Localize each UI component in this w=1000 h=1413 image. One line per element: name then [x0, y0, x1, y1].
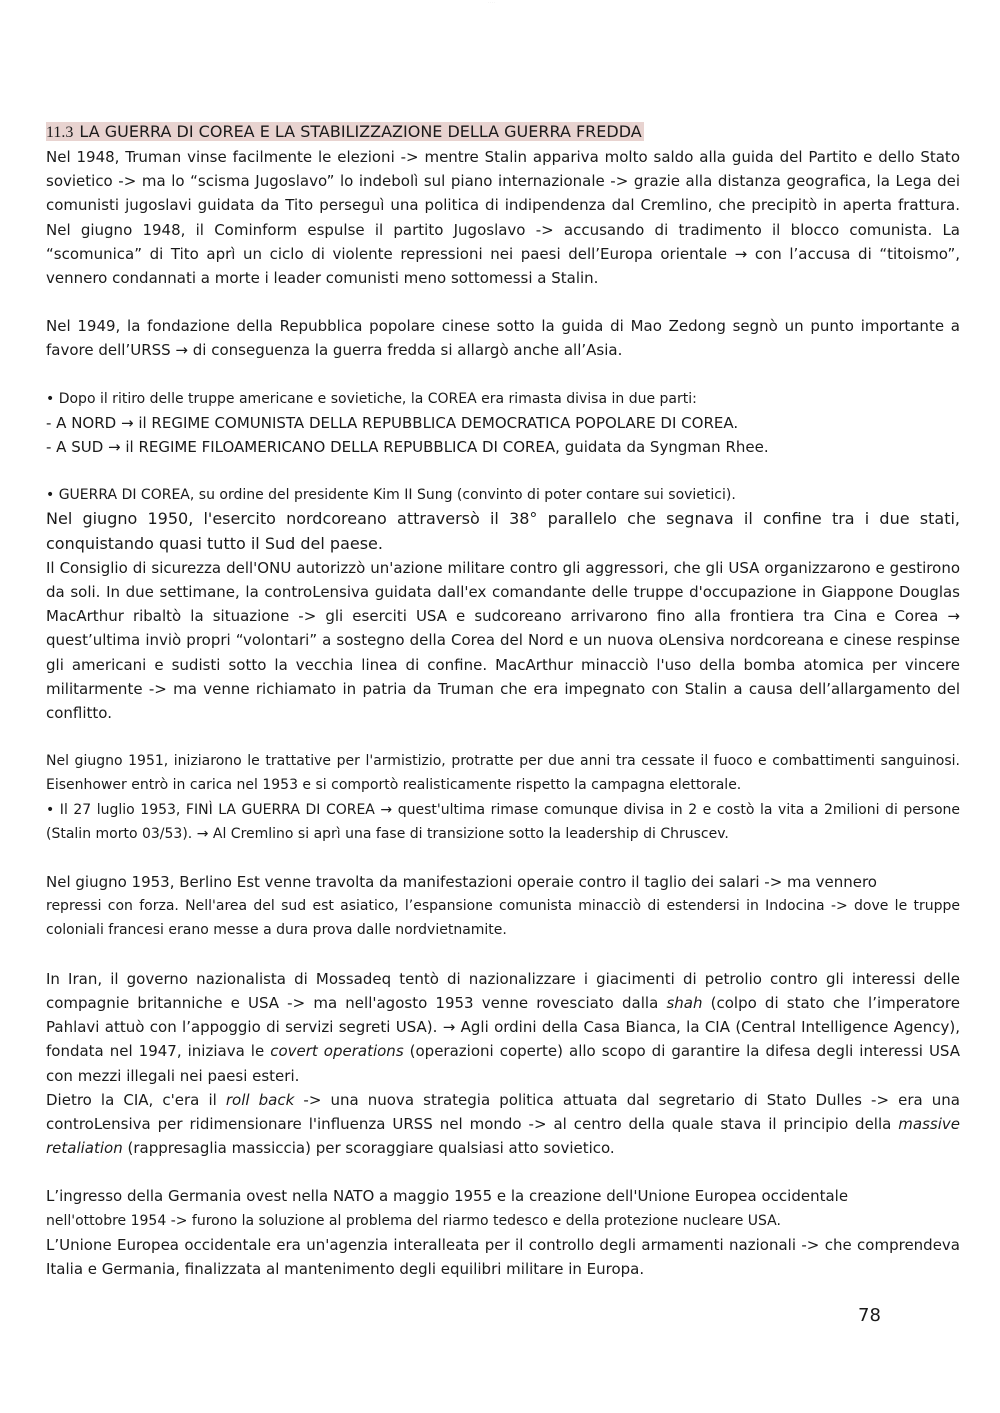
paragraph-war-end: • Il 27 luglio 1953, FINÌ LA GUERRA DI COREA → quest'ultima rimase comunque divisa in 2 e costò la vita a 2milioni di persone (Stalin morto 03/53). → Al Cremlino si aprì una fase di transizione sotto la leadership di Chruscev.: [46, 801, 960, 842]
paragraph-weu: L’Unione Europea occidentale era un'agenzia interalleata per il controllo degli armamenti nazionali -> che comprendeva Italia e Germania, finalizzata al mantenimento degli equilibri militare in Europa.: [46, 1235, 960, 1278]
paragraph-tito-schism: Nel 1948, Truman vinse facilmente le elezioni -> mentre Stalin appariva molto saldo alla guida del Partito e dello Stato sovietico -> ma lo “scisma Jugoslavo” lo indebolì sul piano internazionale -> grazie alla distanza geografica, la Lega dei comunisti jugoslavi guidata da Tito perseguì una politica di indipendenza dal Cremlino, che precipitò in aperta frattura. Nel giugno 1948, il Cominform espulse il partito Jugoslavo -> accusando di tradimento il blocco comunista. La “scomunica” di Tito aprì un ciclo di violente repressioni nei paesi dell’Europa orientale → con l’accusa di “titoismo”, vennero condannati a morte i leader comunisti meno sottomessi a Stalin.: [46, 148, 960, 288]
document-page: [46, 120, 960, 1281]
term-roll-back: roll back: [225, 1090, 295, 1109]
paragraph-un-intervention: Il Consiglio di sicurezza dell'ONU autorizzò un'azione militare contro gli aggressori, che gli USA organizzarono e gestirono da soli. In due settimane, la controLensiva guidata dall'ex comandante delle truppe d'occupazione in Giappone Douglas MacArthur ribaltò la situazione -> gli eserciti USA e sudcoreano arrivarono fino alla frontiera tra Cina e Corea → quest’ultima inviò propri “volontari” a sostegno della Corea del Nord e un nuova oLensiva nordcoreana e cinese respinse gli americani e sudisti sotto la vecchia linea di confine. MacArthur minacciò l'uso della bomba atomica per vincere militarmente -> ma venne richiamato in patria da Truman che era impegnato con Stalin a causa dell’allargamento del conflitto.: [46, 558, 960, 723]
section-heading-highlight: [46, 122, 644, 141]
paragraph-roll-back-part-1: Dietro la CIA, c'era il: [46, 1090, 226, 1109]
paragraph-iran-part-3: (operazioni coperte) allo scopo di garantire la difesa degli interessi USA con mezzi illegali nei paesi esteri.: [46, 1042, 960, 1085]
paragraph-june-1950: Nel giugno 1950, l'esercito nordcoreano attraversò il 38° parallelo che segnava il confine tra i due stati, conquistando quasi tutto il Sud del paese.: [46, 509, 960, 553]
section-number: 11.3: [46, 124, 74, 141]
paragraph-roll-back: [46, 1088, 960, 1161]
section-heading: [46, 120, 960, 145]
paragraph-iran-part-1: In Iran, il governo nazionalista di Mossadeq tentò di nazionalizzare i giacimenti di petrolio contro gli interessi delle compagnie britanniche e USA -> ma nell'agosto 1953 venne rovesciato dalla: [46, 969, 960, 1012]
term-shah: shah: [666, 993, 703, 1012]
paragraph-nato-lead: L’ingresso della Germania ovest nella NATO a maggio 1955 e la creazione dell'Unione Europea occidentale: [46, 1187, 849, 1206]
page-number: 78: [858, 1305, 881, 1326]
paragraph-roll-back-part-2: -> una nuova strategia politica attuata dal segretario di Stato Dulles -> era una controLensiva per ridimensionare l'influenza URSS nel mondo -> al centro della quale stava il principio della: [46, 1090, 960, 1133]
paragraph-iran: [46, 967, 960, 1088]
paragraph-roll-back-part-3: (rappresaglia massiccia) per scoraggiare qualsiasi atto sovietico.: [122, 1139, 615, 1158]
term-massive-retaliation: massive retaliation: [46, 1114, 960, 1158]
list-intro-korean-war: • GUERRA DI COREA, su ordine del presidente Kim II Sung (convinto di poter contare sui sovietici).: [46, 487, 736, 504]
running-header: · · · ·: [488, 0, 495, 4]
list-item-north: - A NORD → il REGIME COMUNISTA DELLA REPUBBLICA DEMOCRATICA POPOLARE DI COREA.: [46, 413, 739, 432]
list-intro-korea-division: • Dopo il ritiro delle truppe americane e sovietiche, la COREA era rimasta divisa in due parti:: [46, 390, 697, 407]
term-covert-operations: covert operations: [270, 1042, 404, 1061]
paragraph-berlin-rest: repressi con forza. Nell'area del sud est asiatico, l’espansione comunista minacciò di estendersi in Indocina -> dove le truppe coloniali francesi erano messe a dura prova dalle nordvietnamite.: [46, 898, 960, 939]
paragraph-armistice: Nel giugno 1951, iniziarono le trattative per l'armistizio, protratte per due anni tra cessate il fuoco e combattimenti sanguinosi. Eisenhower entrò in carica nel 1953 e si comportò realisticamente rispetto la campagna elettorale.: [46, 753, 960, 794]
paragraph-berlin-lead: Nel giugno 1953, Berlino Est venne travolta da manifestazioni operaie contro il taglio dei salari -> ma vennero: [46, 873, 877, 892]
paragraph-iran-part-2: (colpo di stato che l’imperatore Pahlavi attuò con l’appoggio di servizi segreti USA). → Agli ordini della Casa Bianca, la CIA (Central Intelligence Agency), fondata nel 1947, iniziava le: [46, 993, 960, 1061]
list-item-south: - A SUD → il REGIME FILOAMERICANO DELLA REPUBBLICA DI COREA, guidata da Syngman Rhee.: [46, 438, 769, 457]
paragraph-nato-rest: nell'ottobre 1954 -> furono la soluzione al problema del riarmo tedesco e della protezione nucleare USA.: [46, 1212, 781, 1229]
section-title: LA GUERRA DI COREA E LA STABILIZZAZIONE DELLA GUERRA FREDDA: [79, 122, 642, 141]
paragraph-china: Nel 1949, la fondazione della Repubblica popolare cinese sotto la guida di Mao Zedong segnò un punto importante a favore dell’URSS → di conseguenza la guerra fredda si allargò anche all’Asia.: [46, 317, 960, 360]
